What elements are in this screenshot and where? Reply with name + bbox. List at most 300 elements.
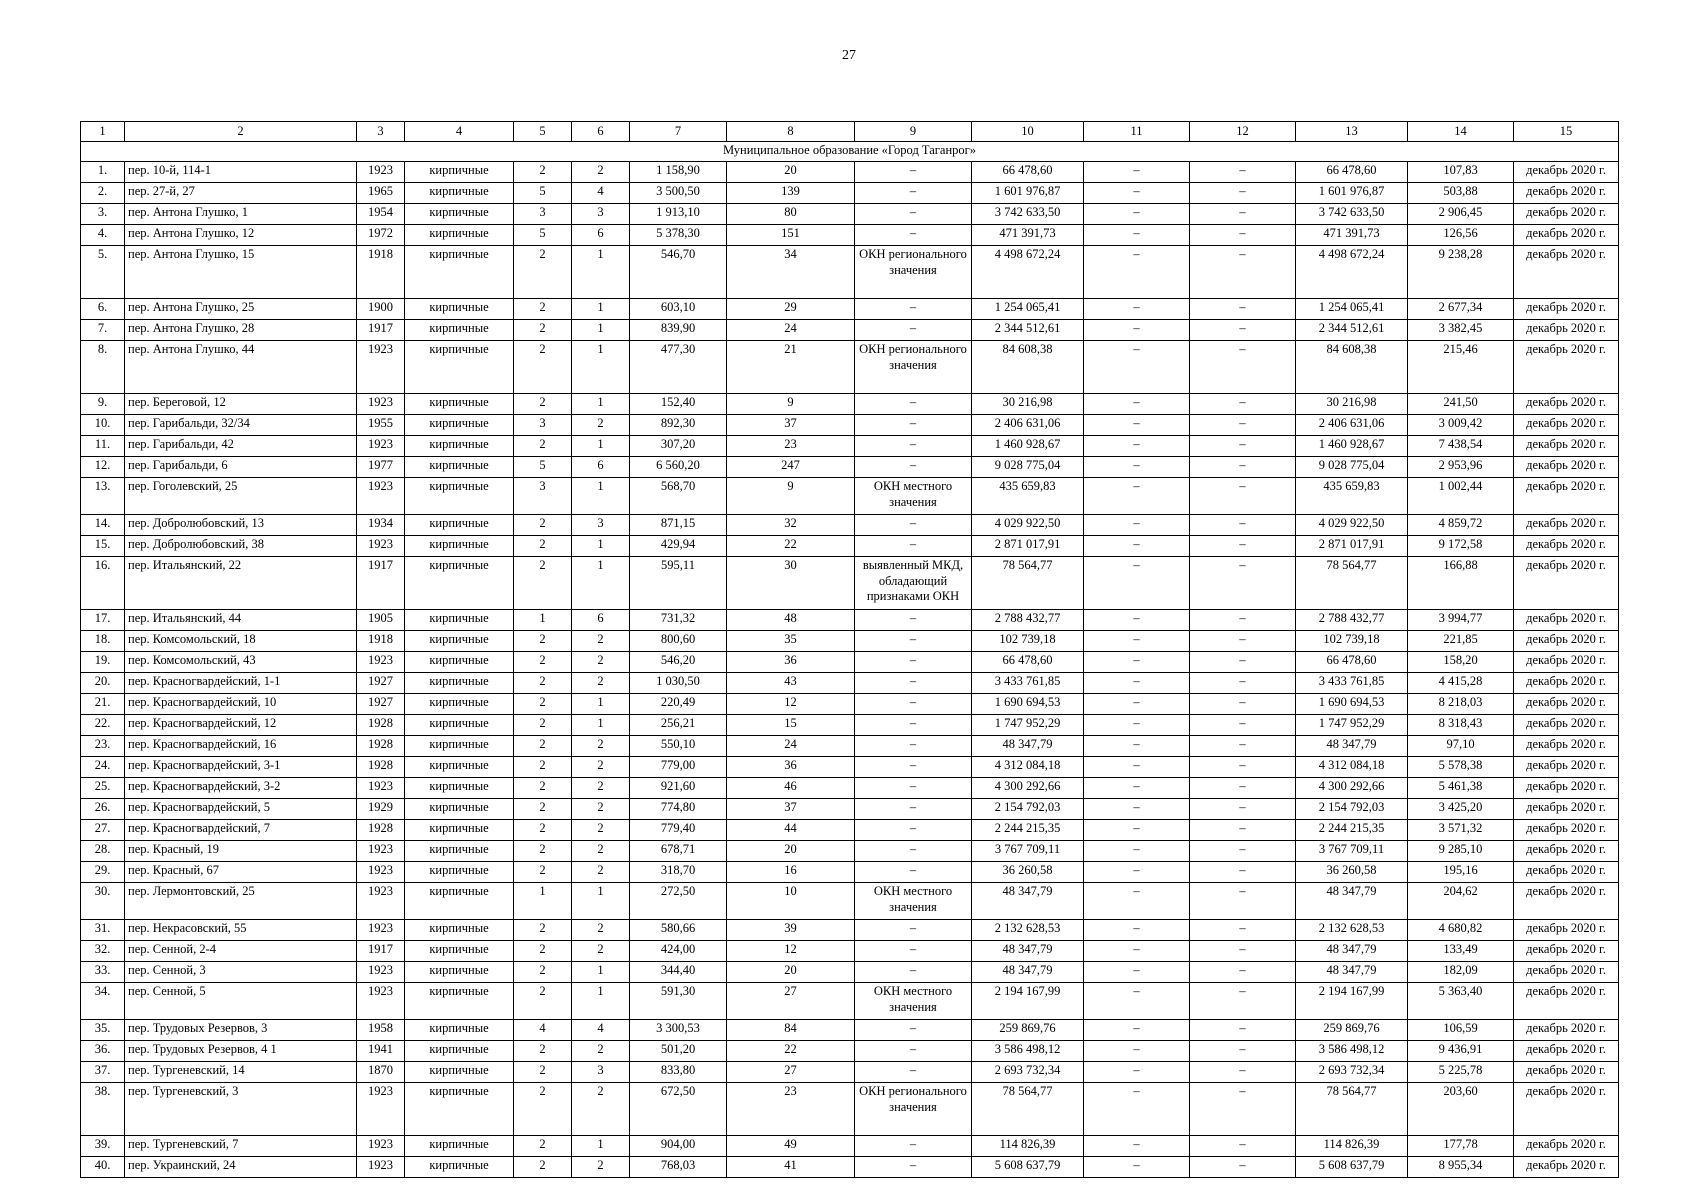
address: пер. Лермонтовский, 25: [125, 883, 357, 920]
total-cost: 3 742 633,50: [972, 204, 1084, 225]
table-row: [81, 1062, 1619, 1083]
heritage-status: –: [855, 1157, 972, 1178]
area: 6 560,20: [630, 457, 727, 478]
cost-col-11: –: [1084, 820, 1190, 841]
cost-col-11: –: [1084, 757, 1190, 778]
floors: 2: [514, 162, 572, 183]
entrances: 2: [572, 652, 630, 673]
address: пер. Красный, 19: [125, 841, 357, 862]
completion-date: декабрь 2020 г.: [1514, 436, 1619, 457]
row-number: 17.: [81, 610, 125, 631]
residents: 84: [727, 1020, 855, 1041]
completion-date: декабрь 2020 г.: [1514, 394, 1619, 415]
entrances: 2: [572, 673, 630, 694]
section-title: Муниципальное образование «Город Таганрог»: [81, 142, 1619, 162]
residents: 44: [727, 820, 855, 841]
cost-col-13: 4 300 292,66: [1296, 778, 1408, 799]
residents: 23: [727, 436, 855, 457]
cost-col-11: –: [1084, 394, 1190, 415]
address: пер. Тургеневский, 7: [125, 1136, 357, 1157]
area: 921,60: [630, 778, 727, 799]
table-row: [81, 983, 1619, 1020]
cost-per-sqm: 2 677,34: [1408, 299, 1514, 320]
cost-col-13: 2 244 215,35: [1296, 820, 1408, 841]
completion-date: декабрь 2020 г.: [1514, 1136, 1619, 1157]
cost-col-13: 435 659,83: [1296, 478, 1408, 515]
year-built: 1923: [357, 841, 405, 862]
total-cost: 4 029 922,50: [972, 515, 1084, 536]
heritage-status: –: [855, 799, 972, 820]
wall-material: кирпичные: [405, 246, 514, 299]
completion-date: декабрь 2020 г.: [1514, 941, 1619, 962]
floors: 2: [514, 778, 572, 799]
residents: 24: [727, 320, 855, 341]
wall-material: кирпичные: [405, 436, 514, 457]
total-cost: 84 608,38: [972, 341, 1084, 394]
cost-col-13: 78 564,77: [1296, 1083, 1408, 1136]
wall-material: кирпичные: [405, 1062, 514, 1083]
cost-col-13: 2 788 432,77: [1296, 610, 1408, 631]
cost-per-sqm: 106,59: [1408, 1020, 1514, 1041]
table-row: [81, 320, 1619, 341]
completion-date: декабрь 2020 г.: [1514, 204, 1619, 225]
cost-per-sqm: 5 578,38: [1408, 757, 1514, 778]
cost-col-13: 471 391,73: [1296, 225, 1408, 246]
cost-col-13: 1 254 065,41: [1296, 299, 1408, 320]
floors: 2: [514, 1083, 572, 1136]
residents: 35: [727, 631, 855, 652]
cost-per-sqm: 126,56: [1408, 225, 1514, 246]
cost-per-sqm: 8 955,34: [1408, 1157, 1514, 1178]
entrances: 3: [572, 1062, 630, 1083]
table-row: [81, 920, 1619, 941]
floors: 3: [514, 204, 572, 225]
column-number: 12: [1190, 122, 1296, 142]
column-number-header: [81, 122, 1619, 142]
floors: 2: [514, 941, 572, 962]
residents: 20: [727, 962, 855, 983]
residents: 46: [727, 778, 855, 799]
completion-date: декабрь 2020 г.: [1514, 631, 1619, 652]
heritage-status: –: [855, 299, 972, 320]
wall-material: кирпичные: [405, 862, 514, 883]
cost-col-13: 3 767 709,11: [1296, 841, 1408, 862]
cost-col-12: –: [1190, 515, 1296, 536]
wall-material: кирпичные: [405, 415, 514, 436]
cost-col-12: –: [1190, 320, 1296, 341]
floors: 5: [514, 225, 572, 246]
cost-col-12: –: [1190, 1041, 1296, 1062]
cost-col-11: –: [1084, 841, 1190, 862]
completion-date: декабрь 2020 г.: [1514, 715, 1619, 736]
floors: 2: [514, 536, 572, 557]
cost-per-sqm: 203,60: [1408, 1083, 1514, 1136]
entrances: 2: [572, 736, 630, 757]
cost-col-11: –: [1084, 799, 1190, 820]
column-number: 7: [630, 122, 727, 142]
completion-date: декабрь 2020 г.: [1514, 225, 1619, 246]
entrances: 6: [572, 457, 630, 478]
cost-col-12: –: [1190, 820, 1296, 841]
residents: 151: [727, 225, 855, 246]
heritage-status: –: [855, 715, 972, 736]
cost-col-12: –: [1190, 962, 1296, 983]
wall-material: кирпичные: [405, 610, 514, 631]
total-cost: 2 344 512,61: [972, 320, 1084, 341]
total-cost: 30 216,98: [972, 394, 1084, 415]
total-cost: 2 693 732,34: [972, 1062, 1084, 1083]
cost-per-sqm: 9 436,91: [1408, 1041, 1514, 1062]
cost-per-sqm: 2 953,96: [1408, 457, 1514, 478]
completion-date: декабрь 2020 г.: [1514, 883, 1619, 920]
total-cost: 2 154 792,03: [972, 799, 1084, 820]
year-built: 1923: [357, 536, 405, 557]
heritage-status: –: [855, 225, 972, 246]
row-number: 38.: [81, 1083, 125, 1136]
column-number: 10: [972, 122, 1084, 142]
completion-date: декабрь 2020 г.: [1514, 415, 1619, 436]
heritage-status: ОКН регионального значения: [855, 246, 972, 299]
row-number: 1.: [81, 162, 125, 183]
cost-col-12: –: [1190, 920, 1296, 941]
column-number: 5: [514, 122, 572, 142]
total-cost: 2 788 432,77: [972, 610, 1084, 631]
year-built: 1977: [357, 457, 405, 478]
cost-col-12: –: [1190, 415, 1296, 436]
cost-per-sqm: 182,09: [1408, 962, 1514, 983]
year-built: 1923: [357, 983, 405, 1020]
cost-col-12: –: [1190, 1136, 1296, 1157]
column-number: 8: [727, 122, 855, 142]
residents: 9: [727, 478, 855, 515]
entrances: 1: [572, 883, 630, 920]
row-number: 9.: [81, 394, 125, 415]
wall-material: кирпичные: [405, 715, 514, 736]
cost-per-sqm: 1 002,44: [1408, 478, 1514, 515]
heritage-status: –: [855, 320, 972, 341]
heritage-status: –: [855, 962, 972, 983]
floors: 2: [514, 631, 572, 652]
area: 318,70: [630, 862, 727, 883]
total-cost: 2 194 167,99: [972, 983, 1084, 1020]
completion-date: декабрь 2020 г.: [1514, 341, 1619, 394]
residents: 23: [727, 1083, 855, 1136]
cost-per-sqm: 221,85: [1408, 631, 1514, 652]
cost-per-sqm: 97,10: [1408, 736, 1514, 757]
area: 871,15: [630, 515, 727, 536]
wall-material: кирпичные: [405, 557, 514, 610]
completion-date: декабрь 2020 г.: [1514, 536, 1619, 557]
residents: 247: [727, 457, 855, 478]
cost-per-sqm: 3 994,77: [1408, 610, 1514, 631]
total-cost: 114 826,39: [972, 1136, 1084, 1157]
cost-col-13: 1 460 928,67: [1296, 436, 1408, 457]
residents: 29: [727, 299, 855, 320]
wall-material: кирпичные: [405, 962, 514, 983]
area: 678,71: [630, 841, 727, 862]
completion-date: декабрь 2020 г.: [1514, 694, 1619, 715]
total-cost: 36 260,58: [972, 862, 1084, 883]
residents: 20: [727, 841, 855, 862]
row-number: 3.: [81, 204, 125, 225]
floors: 2: [514, 1136, 572, 1157]
cost-col-12: –: [1190, 457, 1296, 478]
total-cost: 4 300 292,66: [972, 778, 1084, 799]
row-number: 32.: [81, 941, 125, 962]
address: пер. Гоголевский, 25: [125, 478, 357, 515]
column-number: 13: [1296, 122, 1408, 142]
cost-col-12: –: [1190, 1020, 1296, 1041]
address: пер. Комсомольский, 18: [125, 631, 357, 652]
total-cost: 78 564,77: [972, 1083, 1084, 1136]
floors: 2: [514, 246, 572, 299]
area: 501,20: [630, 1041, 727, 1062]
area: 307,20: [630, 436, 727, 457]
row-number: 37.: [81, 1062, 125, 1083]
table-row: [81, 799, 1619, 820]
floors: 2: [514, 820, 572, 841]
cost-col-11: –: [1084, 557, 1190, 610]
address: пер. Гарибальди, 6: [125, 457, 357, 478]
completion-date: декабрь 2020 г.: [1514, 457, 1619, 478]
residents: 41: [727, 1157, 855, 1178]
year-built: 1905: [357, 610, 405, 631]
cost-col-13: 48 347,79: [1296, 941, 1408, 962]
cost-per-sqm: 4 415,28: [1408, 673, 1514, 694]
residents: 139: [727, 183, 855, 204]
cost-col-13: 4 312 084,18: [1296, 757, 1408, 778]
heritage-status: –: [855, 183, 972, 204]
cost-per-sqm: 9 238,28: [1408, 246, 1514, 299]
entrances: 2: [572, 841, 630, 862]
completion-date: декабрь 2020 г.: [1514, 841, 1619, 862]
cost-col-11: –: [1084, 299, 1190, 320]
floors: 2: [514, 673, 572, 694]
entrances: 2: [572, 757, 630, 778]
year-built: 1923: [357, 162, 405, 183]
address: пер. Сенной, 5: [125, 983, 357, 1020]
cost-col-12: –: [1190, 1157, 1296, 1178]
entrances: 3: [572, 515, 630, 536]
row-number: 15.: [81, 536, 125, 557]
heritage-status: –: [855, 841, 972, 862]
row-number: 27.: [81, 820, 125, 841]
cost-col-11: –: [1084, 478, 1190, 515]
heritage-status: –: [855, 162, 972, 183]
cost-per-sqm: 2 906,45: [1408, 204, 1514, 225]
year-built: 1923: [357, 436, 405, 457]
row-number: 40.: [81, 1157, 125, 1178]
floors: 2: [514, 394, 572, 415]
entrances: 2: [572, 862, 630, 883]
row-number: 23.: [81, 736, 125, 757]
completion-date: декабрь 2020 г.: [1514, 983, 1619, 1020]
entrances: 1: [572, 394, 630, 415]
row-number: 24.: [81, 757, 125, 778]
completion-date: декабрь 2020 г.: [1514, 1041, 1619, 1062]
completion-date: декабрь 2020 г.: [1514, 673, 1619, 694]
cost-col-13: 2 194 167,99: [1296, 983, 1408, 1020]
residents: 9: [727, 394, 855, 415]
address: пер. Антона Глушко, 15: [125, 246, 357, 299]
wall-material: кирпичные: [405, 920, 514, 941]
year-built: 1923: [357, 883, 405, 920]
wall-material: кирпичные: [405, 1041, 514, 1062]
residents: 27: [727, 983, 855, 1020]
row-number: 16.: [81, 557, 125, 610]
address: пер. Береговой, 12: [125, 394, 357, 415]
row-number: 4.: [81, 225, 125, 246]
floors: 2: [514, 299, 572, 320]
floors: 2: [514, 983, 572, 1020]
area: 595,11: [630, 557, 727, 610]
cost-col-13: 102 739,18: [1296, 631, 1408, 652]
floors: 5: [514, 457, 572, 478]
heritage-status: –: [855, 610, 972, 631]
address: пер. Трудовых Резервов, 4 1: [125, 1041, 357, 1062]
wall-material: кирпичные: [405, 652, 514, 673]
cost-col-11: –: [1084, 920, 1190, 941]
cost-col-13: 36 260,58: [1296, 862, 1408, 883]
floors: 2: [514, 1062, 572, 1083]
year-built: 1928: [357, 820, 405, 841]
cost-col-13: 2 132 628,53: [1296, 920, 1408, 941]
area: 550,10: [630, 736, 727, 757]
year-built: 1929: [357, 799, 405, 820]
wall-material: кирпичные: [405, 299, 514, 320]
address: пер. Антона Глушко, 25: [125, 299, 357, 320]
total-cost: 5 608 637,79: [972, 1157, 1084, 1178]
heritage-status: –: [855, 694, 972, 715]
cost-col-12: –: [1190, 883, 1296, 920]
cost-col-12: –: [1190, 652, 1296, 673]
table-row: [81, 1136, 1619, 1157]
column-number: 15: [1514, 122, 1619, 142]
residents: 20: [727, 162, 855, 183]
year-built: 1958: [357, 1020, 405, 1041]
floors: 1: [514, 610, 572, 631]
completion-date: декабрь 2020 г.: [1514, 820, 1619, 841]
cost-col-11: –: [1084, 515, 1190, 536]
cost-per-sqm: 3 382,45: [1408, 320, 1514, 341]
floors: 2: [514, 757, 572, 778]
area: 3 500,50: [630, 183, 727, 204]
heritage-status: ОКН регионального значения: [855, 1083, 972, 1136]
entrances: 2: [572, 631, 630, 652]
address: пер. Красный, 67: [125, 862, 357, 883]
cost-per-sqm: 5 461,38: [1408, 778, 1514, 799]
year-built: 1923: [357, 1136, 405, 1157]
floors: 2: [514, 1041, 572, 1062]
cost-col-11: –: [1084, 941, 1190, 962]
cost-col-13: 3 742 633,50: [1296, 204, 1408, 225]
area: 344,40: [630, 962, 727, 983]
wall-material: кирпичные: [405, 778, 514, 799]
cost-col-11: –: [1084, 673, 1190, 694]
cost-col-13: 48 347,79: [1296, 883, 1408, 920]
year-built: 1923: [357, 778, 405, 799]
table-row: [81, 862, 1619, 883]
area: 904,00: [630, 1136, 727, 1157]
total-cost: 2 871 017,91: [972, 536, 1084, 557]
cost-col-11: –: [1084, 162, 1190, 183]
residents: 10: [727, 883, 855, 920]
address: пер. Красногвардейский, 3-2: [125, 778, 357, 799]
address: пер. Гарибальди, 42: [125, 436, 357, 457]
cost-col-12: –: [1190, 799, 1296, 820]
housing-register-table: [80, 121, 1619, 1178]
completion-date: декабрь 2020 г.: [1514, 920, 1619, 941]
entrances: 1: [572, 299, 630, 320]
row-number: 39.: [81, 1136, 125, 1157]
address: пер. Красногвардейский, 12: [125, 715, 357, 736]
cost-col-12: –: [1190, 841, 1296, 862]
wall-material: кирпичные: [405, 1083, 514, 1136]
heritage-status: –: [855, 778, 972, 799]
year-built: 1923: [357, 862, 405, 883]
row-number: 33.: [81, 962, 125, 983]
header-row: [81, 122, 1619, 142]
table-row: [81, 246, 1619, 299]
row-number: 11.: [81, 436, 125, 457]
heritage-status: –: [855, 394, 972, 415]
total-cost: 4 312 084,18: [972, 757, 1084, 778]
area: 1 030,50: [630, 673, 727, 694]
address: пер. Некрасовский, 55: [125, 920, 357, 941]
cost-col-13: 1 690 694,53: [1296, 694, 1408, 715]
entrances: 1: [572, 478, 630, 515]
cost-col-13: 1 601 976,87: [1296, 183, 1408, 204]
cost-col-12: –: [1190, 299, 1296, 320]
cost-per-sqm: 177,78: [1408, 1136, 1514, 1157]
row-number: 31.: [81, 920, 125, 941]
address: пер. Трудовых Резервов, 3: [125, 1020, 357, 1041]
completion-date: декабрь 2020 г.: [1514, 183, 1619, 204]
row-number: 35.: [81, 1020, 125, 1041]
area: 272,50: [630, 883, 727, 920]
completion-date: декабрь 2020 г.: [1514, 299, 1619, 320]
cost-col-13: 2 406 631,06: [1296, 415, 1408, 436]
heritage-status: –: [855, 736, 972, 757]
table-row: [81, 1041, 1619, 1062]
entrances: 6: [572, 225, 630, 246]
cost-col-11: –: [1084, 415, 1190, 436]
cost-col-13: 30 216,98: [1296, 394, 1408, 415]
area: 5 378,30: [630, 225, 727, 246]
year-built: 1928: [357, 715, 405, 736]
residents: 39: [727, 920, 855, 941]
table-row: [81, 183, 1619, 204]
year-built: 1923: [357, 478, 405, 515]
cost-per-sqm: 166,88: [1408, 557, 1514, 610]
total-cost: 66 478,60: [972, 162, 1084, 183]
floors: 2: [514, 841, 572, 862]
table-row: [81, 841, 1619, 862]
table-row: [81, 415, 1619, 436]
cost-col-12: –: [1190, 225, 1296, 246]
wall-material: кирпичные: [405, 631, 514, 652]
wall-material: кирпичные: [405, 1157, 514, 1178]
residents: 12: [727, 941, 855, 962]
entrances: 1: [572, 246, 630, 299]
year-built: 1941: [357, 1041, 405, 1062]
column-number: 9: [855, 122, 972, 142]
cost-per-sqm: 7 438,54: [1408, 436, 1514, 457]
floors: 2: [514, 715, 572, 736]
heritage-status: ОКН местного значения: [855, 983, 972, 1020]
address: пер. Красногвардейский, 1-1: [125, 673, 357, 694]
heritage-status: –: [855, 415, 972, 436]
